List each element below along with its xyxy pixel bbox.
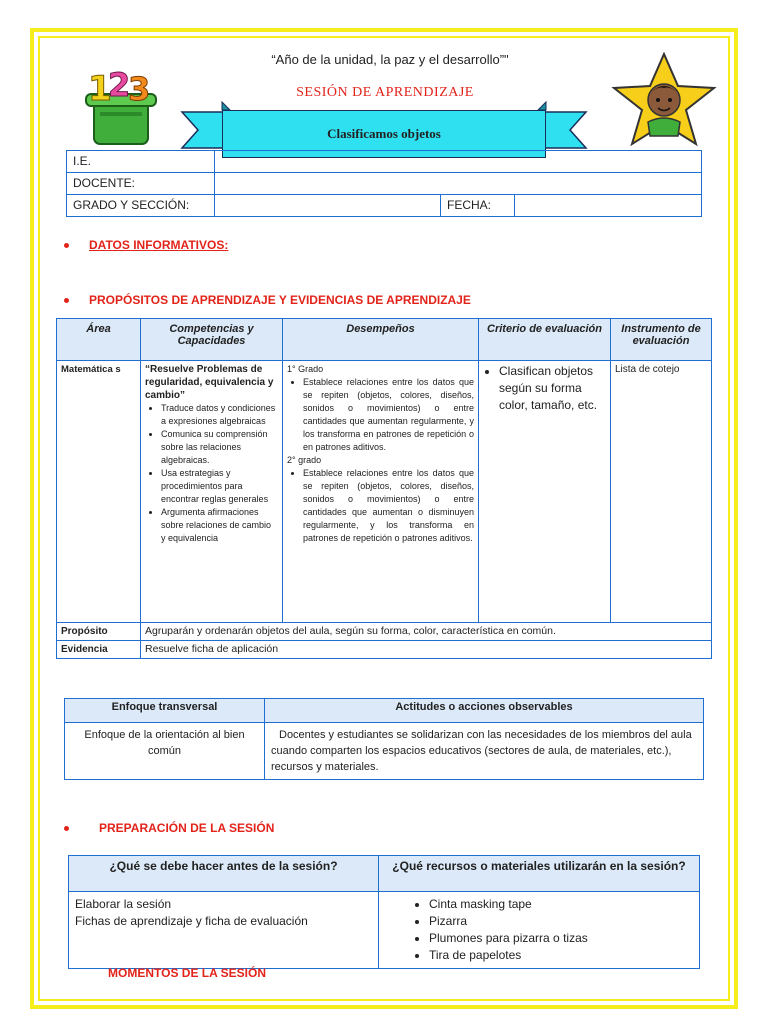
teacher-value	[215, 173, 702, 195]
section-datos: DATOS INFORMATIVOS:	[64, 238, 228, 252]
performance-cell	[283, 361, 479, 623]
header-area: Área	[57, 319, 141, 361]
teacher-label: DOCENTE:	[67, 173, 215, 195]
purpose-text: Agruparán y ordenarán objetos del aula, según su forma, color, característica en común.	[141, 623, 712, 641]
list-item: • Pizarra	[429, 913, 693, 930]
list-item: • Comunica su comprensión sobre las relaciones algebraicas.	[161, 428, 278, 467]
ie-value	[215, 151, 702, 173]
competence-title: “Resuelve Problemas de regularidad, equivalencia y cambio”	[145, 364, 274, 401]
svg-text:1: 1	[88, 69, 112, 109]
grade-value	[215, 195, 441, 217]
criterion-cell	[479, 361, 611, 623]
grade2-label: 2° grado	[287, 455, 322, 465]
date-label: FECHA:	[441, 195, 515, 217]
competences-cell	[141, 361, 283, 623]
header-performance: Desempeños	[283, 319, 479, 361]
approach-header: Enfoque transversal	[65, 699, 265, 723]
actions-header: Actitudes o acciones observables	[265, 699, 704, 723]
prep-table	[68, 855, 700, 969]
purpose-table	[56, 318, 712, 659]
header-instrument: Instrumento de evaluación	[611, 319, 712, 361]
before-header: ¿Qué se debe hacer antes de la sesión?	[69, 856, 379, 892]
list-item: Fichas de aprendizaje y ficha de evaluación	[75, 914, 308, 928]
approach-table	[64, 698, 704, 780]
area-cell: Matemática s	[57, 361, 141, 623]
list-item: • Tira de papelotes	[429, 947, 693, 964]
evidence-label: Evidencia	[57, 641, 141, 659]
list-item: • Traduce datos y condiciones a expresiones algebraicas	[161, 402, 278, 428]
capacities-list	[145, 402, 278, 545]
session-title: SESIÓN DE APRENDIZAJE	[296, 85, 474, 100]
svg-text:2: 2	[108, 66, 131, 104]
ie-label: I.E.	[67, 151, 215, 173]
criterion-text: • Clasifican objetos según su forma color, tamaño, etc.	[499, 363, 606, 414]
header-competences: Competencias y Capacidades	[141, 319, 283, 361]
grade2-text: • Establece relaciones entre los datos que se repiten (objetos, colores, diseños, sonidos o movimientos) o entre cantidades que aumentan o disminuyen regularmente, y los transforma en patrones de repetición o patrones aditivos.	[303, 467, 474, 545]
header-criterion: Criterio de evaluación	[479, 319, 611, 361]
list-item: • Plumones para pizarra o tizas	[429, 930, 693, 947]
materials-cell	[379, 892, 700, 969]
title-banner: Clasificamos objetos	[222, 110, 546, 158]
before-cell	[69, 892, 379, 969]
grade1-label: 1° Grado	[287, 364, 324, 374]
info-table	[66, 150, 702, 217]
purpose-label: Propósito	[57, 623, 141, 641]
grade1-text: • Establece relaciones entre los datos que se repiten (objetos, colores, diseños, sonidos o movimientos) o entre cantidades que aumentan regularmente, y los transforma en patrones de repetición o en patrones aditivos.	[303, 376, 474, 454]
section-momentos: MOMENTOS DE LA SESIÓN	[108, 966, 267, 980]
section-propositos: PROPÓSITOS DE APRENDIZAJE Y EVIDENCIAS DE APRENDIZAJE	[64, 293, 471, 307]
grade-label: GRADO Y SECCIÓN:	[67, 195, 215, 217]
motto: “Año de la unidad, la paz y el desarrollo”"	[271, 52, 509, 67]
materials-header: ¿Qué recursos o materiales utilizarán en la sesión?	[379, 856, 700, 892]
actions-cell: Docentes y estudiantes se solidarizan con las necesidades de los miembros del aula cuando comparten los espacios educativos (sectores de aula, de materiales, etc.), recursos y materiales.	[265, 723, 704, 780]
list-item: • Cinta masking tape	[429, 896, 693, 913]
numbers-pot-illustration	[80, 64, 162, 150]
star-child-illustration	[608, 52, 720, 148]
list-item: Elaborar la sesión	[75, 897, 172, 911]
list-item: • Argumenta afirmaciones sobre relaciones de cambio y equivalencia	[161, 506, 278, 545]
evidence-text: Resuelve ficha de aplicación	[141, 641, 712, 659]
instrument-cell: Lista de cotejo	[611, 361, 712, 623]
date-value	[515, 195, 702, 217]
section-preparacion: PREPARACIÓN DE LA SESIÓN	[64, 821, 274, 835]
svg-text:3: 3	[128, 70, 151, 108]
list-item: • Usa estrategias y procedimientos para encontrar reglas generales	[161, 467, 278, 506]
approach-cell: Enfoque de la orientación al bien común	[65, 723, 265, 780]
